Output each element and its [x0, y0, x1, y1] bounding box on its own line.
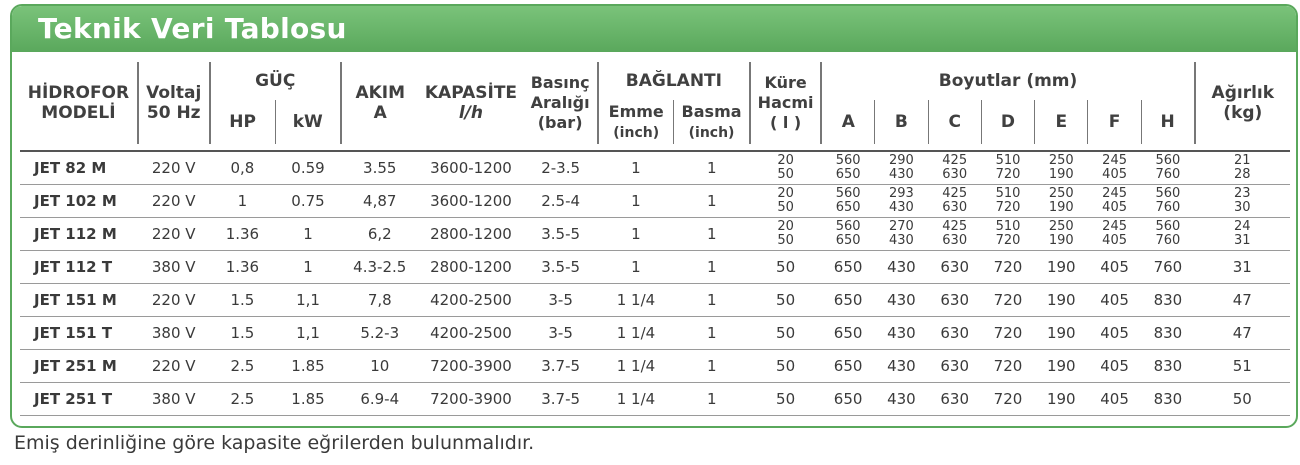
cell-value: 50	[777, 233, 794, 248]
cell-akim: 3.55	[341, 151, 419, 185]
cell-b: 430	[875, 284, 928, 317]
cell-value: 28	[1234, 167, 1251, 182]
cell-kg: 50	[1195, 383, 1290, 416]
header-voltaj: Voltaj 50 Hz	[138, 62, 210, 144]
cell-kg: 31	[1195, 251, 1290, 284]
table-row	[20, 251, 1290, 284]
cell-c	[928, 218, 981, 251]
cell-d	[981, 185, 1034, 218]
cell-kw: 1,1	[275, 317, 341, 350]
cell-c: 630	[928, 317, 981, 350]
cell-kg	[1195, 218, 1290, 251]
header-dim-c: C	[928, 100, 981, 144]
cell-kg	[1195, 185, 1290, 218]
cell-volt: 220 V	[138, 350, 210, 383]
header-kapasite: KAPASİTE l/h	[424, 83, 518, 123]
cell-e: 190	[1035, 350, 1088, 383]
header-dim-a: A	[821, 100, 874, 144]
table-row	[20, 350, 1290, 383]
cell-h	[1141, 185, 1194, 218]
page-title: Teknik Veri Tablosu	[38, 12, 347, 45]
cell-h: 830	[1141, 317, 1194, 350]
header-boyutlar: Boyutlar (mm)	[821, 62, 1194, 100]
cell-value: 20	[777, 219, 794, 234]
cell-value: 630	[942, 167, 968, 182]
cell-akim: 6.9-4	[341, 383, 419, 416]
table-row	[20, 185, 1290, 218]
cell-kg: 51	[1195, 350, 1290, 383]
cell-h: 760	[1141, 251, 1194, 284]
header-dim-b: B	[875, 100, 928, 144]
cell-value: 510	[995, 219, 1021, 234]
table-body	[20, 151, 1290, 416]
header-basma: Basma (inch)	[674, 100, 750, 144]
cell-value: 20	[777, 153, 794, 168]
cell-value: 650	[835, 233, 861, 248]
header-dim-e: E	[1035, 100, 1088, 144]
cell-emme: 1	[598, 185, 674, 218]
cell-c: 630	[928, 251, 981, 284]
cell-value: 293	[888, 186, 914, 201]
cell-value: 510	[995, 153, 1021, 168]
cell-basma: 1	[674, 218, 750, 251]
cell-hp: 1	[210, 185, 276, 218]
cell-d: 720	[981, 350, 1034, 383]
cell-kg: 47	[1195, 317, 1290, 350]
cell-kap: 3600-1200	[419, 185, 524, 218]
cell-e: 190	[1035, 284, 1088, 317]
cell-kure	[750, 218, 822, 251]
cell-kw: 1	[275, 218, 341, 251]
cell-basma: 1	[674, 185, 750, 218]
title-banner	[12, 6, 1296, 52]
cell-volt: 220 V	[138, 185, 210, 218]
header-dim-h: H	[1141, 100, 1194, 144]
cell-basma: 1	[674, 350, 750, 383]
cell-basma: 1	[674, 251, 750, 284]
cell-hp: 1.36	[210, 218, 276, 251]
cell-b: 430	[875, 350, 928, 383]
cell-kw: 1.85	[275, 350, 341, 383]
cell-value: 245	[1102, 219, 1127, 234]
cell-hp: 2.5	[210, 383, 276, 416]
cell-value: 405	[1102, 233, 1127, 248]
cell-kap: 7200-3900	[419, 350, 524, 383]
cell-e: 190	[1035, 317, 1088, 350]
cell-h	[1141, 218, 1194, 251]
cell-kure	[750, 151, 822, 185]
cell-a	[821, 218, 874, 251]
cell-hp: 2.5	[210, 350, 276, 383]
cell-f: 405	[1088, 284, 1141, 317]
cell-value: 430	[888, 233, 914, 248]
cell-value: 430	[888, 200, 914, 215]
cell-model: JET 82 M	[20, 151, 138, 185]
cell-value: 190	[1048, 167, 1074, 182]
cell-value: 250	[1048, 186, 1074, 201]
cell-value: 630	[942, 233, 968, 248]
cell-model: JET 102 M	[20, 185, 138, 218]
cell-a: 650	[821, 350, 874, 383]
cell-kw: 1.85	[275, 383, 341, 416]
cell-value: 760	[1155, 233, 1181, 248]
cell-f: 405	[1088, 350, 1141, 383]
cell-value: 24	[1234, 219, 1251, 234]
cell-akim: 7,8	[341, 284, 419, 317]
cell-volt: 380 V	[138, 383, 210, 416]
cell-basma: 1	[674, 317, 750, 350]
cell-value: 245	[1102, 153, 1127, 168]
cell-bas: 3.5-5	[523, 251, 598, 284]
cell-hp: 0,8	[210, 151, 276, 185]
cell-value: 720	[995, 200, 1021, 215]
cell-a	[821, 151, 874, 185]
cell-value: 560	[835, 186, 861, 201]
cell-e	[1035, 218, 1088, 251]
cell-bas: 3-5	[523, 284, 598, 317]
cell-kap: 2800-1200	[419, 251, 524, 284]
cell-value: 245	[1102, 186, 1127, 201]
cell-value: 650	[835, 167, 861, 182]
cell-value: 21	[1234, 153, 1251, 168]
cell-model: JET 112 M	[20, 218, 138, 251]
cell-d: 720	[981, 383, 1034, 416]
cell-value: 23	[1234, 186, 1251, 201]
cell-value: 650	[835, 200, 861, 215]
cell-akim: 6,2	[341, 218, 419, 251]
cell-volt: 220 V	[138, 284, 210, 317]
cell-model: JET 112 T	[20, 251, 138, 284]
cell-akim: 10	[341, 350, 419, 383]
cell-bas: 3.7-5	[523, 383, 598, 416]
cell-hp: 1.5	[210, 284, 276, 317]
cell-value: 405	[1102, 200, 1127, 215]
cell-volt: 220 V	[138, 151, 210, 185]
cell-bas: 3.5-5	[523, 218, 598, 251]
cell-a: 650	[821, 383, 874, 416]
cell-kg: 47	[1195, 284, 1290, 317]
cell-a: 650	[821, 317, 874, 350]
cell-kap: 3600-1200	[419, 151, 524, 185]
table-row	[20, 284, 1290, 317]
cell-model: JET 251 T	[20, 383, 138, 416]
cell-b	[875, 218, 928, 251]
cell-emme: 1 1/4	[598, 350, 674, 383]
cell-d: 720	[981, 317, 1034, 350]
table-row	[20, 383, 1290, 416]
cell-f: 405	[1088, 251, 1141, 284]
cell-volt: 380 V	[138, 317, 210, 350]
cell-b: 430	[875, 251, 928, 284]
cell-model: JET 151 M	[20, 284, 138, 317]
table-row	[20, 218, 1290, 251]
footnote: Emiş derinliğine göre kapasite eğrilerden bulunmalıdır.	[14, 432, 535, 454]
cell-value: 425	[942, 186, 968, 201]
cell-model: JET 151 T	[20, 317, 138, 350]
cell-akim: 4.3-2.5	[341, 251, 419, 284]
cell-f: 405	[1088, 317, 1141, 350]
cell-kw: 0.59	[275, 151, 341, 185]
cell-value: 50	[777, 200, 794, 215]
header-dim-f: F	[1088, 100, 1141, 144]
header-dim-d: D	[981, 100, 1034, 144]
header-emme: Emme (inch)	[598, 100, 674, 144]
cell-c: 630	[928, 383, 981, 416]
cell-e	[1035, 185, 1088, 218]
cell-b	[875, 185, 928, 218]
cell-value: 560	[1155, 219, 1181, 234]
cell-value: 760	[1155, 167, 1181, 182]
cell-basma: 1	[674, 151, 750, 185]
cell-value: 425	[942, 153, 968, 168]
cell-basma: 1	[674, 284, 750, 317]
cell-b	[875, 151, 928, 185]
table-row	[20, 317, 1290, 350]
cell-value: 270	[888, 219, 914, 234]
cell-volt: 220 V	[138, 218, 210, 251]
cell-akim: 4,87	[341, 185, 419, 218]
cell-value: 560	[1155, 186, 1181, 201]
cell-kap: 2800-1200	[419, 218, 524, 251]
cell-emme: 1 1/4	[598, 383, 674, 416]
cell-value: 560	[1155, 153, 1181, 168]
header-kw: kW	[275, 100, 341, 144]
header-kure: Küre Hacmi ( l )	[750, 62, 822, 144]
cell-kure	[750, 185, 822, 218]
header-agirlik: Ağırlık (kg)	[1211, 83, 1275, 123]
header-basinc: Basınç Aralığı (bar)	[523, 62, 598, 144]
spec-panel	[10, 4, 1298, 428]
header-baglanti: BAĞLANTI	[598, 62, 750, 100]
cell-emme: 1	[598, 251, 674, 284]
cell-h: 830	[1141, 383, 1194, 416]
cell-kw: 1,1	[275, 284, 341, 317]
cell-value: 50	[777, 167, 794, 182]
cell-f	[1088, 151, 1141, 185]
cell-a: 650	[821, 284, 874, 317]
cell-basma: 1	[674, 383, 750, 416]
cell-e	[1035, 151, 1088, 185]
cell-model: JET 251 M	[20, 350, 138, 383]
cell-value: 720	[995, 167, 1021, 182]
cell-d	[981, 151, 1034, 185]
cell-value: 510	[995, 186, 1021, 201]
cell-d	[981, 218, 1034, 251]
cell-value: 250	[1048, 153, 1074, 168]
cell-hp: 1.36	[210, 251, 276, 284]
cell-f: 405	[1088, 383, 1141, 416]
header-hp: HP	[210, 100, 276, 144]
spec-table	[20, 62, 1290, 416]
cell-kap: 7200-3900	[419, 383, 524, 416]
cell-value: 30	[1234, 200, 1251, 215]
cell-value: 720	[995, 233, 1021, 248]
cell-d: 720	[981, 251, 1034, 284]
cell-bas: 2.5-4	[523, 185, 598, 218]
cell-value: 760	[1155, 200, 1181, 215]
cell-f	[1088, 185, 1141, 218]
cell-emme: 1	[598, 151, 674, 185]
header-akim: AKIM A	[355, 83, 406, 123]
cell-kg	[1195, 151, 1290, 185]
cell-value: 630	[942, 200, 968, 215]
cell-a	[821, 185, 874, 218]
cell-emme: 1 1/4	[598, 317, 674, 350]
cell-e: 190	[1035, 383, 1088, 416]
cell-kw: 0.75	[275, 185, 341, 218]
cell-kap: 4200-2500	[419, 317, 524, 350]
cell-h: 830	[1141, 284, 1194, 317]
cell-c	[928, 185, 981, 218]
cell-emme: 1 1/4	[598, 284, 674, 317]
cell-kure: 50	[750, 383, 822, 416]
cell-volt: 380 V	[138, 251, 210, 284]
cell-kw: 1	[275, 251, 341, 284]
cell-a: 650	[821, 251, 874, 284]
cell-value: 405	[1102, 167, 1127, 182]
cell-value: 430	[888, 167, 914, 182]
cell-e: 190	[1035, 251, 1088, 284]
cell-kure: 50	[750, 350, 822, 383]
header-model: HİDROFOR MODELİ	[20, 62, 138, 144]
cell-emme: 1	[598, 218, 674, 251]
cell-value: 290	[888, 153, 914, 168]
cell-value: 560	[835, 219, 861, 234]
table-row	[20, 151, 1290, 185]
cell-value: 190	[1048, 200, 1074, 215]
cell-bas: 2-3.5	[523, 151, 598, 185]
cell-h: 830	[1141, 350, 1194, 383]
cell-h	[1141, 151, 1194, 185]
cell-f	[1088, 218, 1141, 251]
cell-kure: 50	[750, 284, 822, 317]
header-guc: GÜÇ	[210, 62, 341, 100]
cell-bas: 3.7-5	[523, 350, 598, 383]
cell-c: 630	[928, 284, 981, 317]
cell-b: 430	[875, 383, 928, 416]
cell-value: 190	[1048, 233, 1074, 248]
cell-kure: 50	[750, 251, 822, 284]
cell-akim: 5.2-3	[341, 317, 419, 350]
cell-c: 630	[928, 350, 981, 383]
cell-kap: 4200-2500	[419, 284, 524, 317]
cell-value: 20	[777, 186, 794, 201]
cell-b: 430	[875, 317, 928, 350]
cell-d: 720	[981, 284, 1034, 317]
cell-value: 250	[1048, 219, 1074, 234]
cell-value: 31	[1234, 233, 1251, 248]
cell-c	[928, 151, 981, 185]
cell-bas: 3-5	[523, 317, 598, 350]
cell-hp: 1.5	[210, 317, 276, 350]
cell-kure: 50	[750, 317, 822, 350]
cell-value: 560	[835, 153, 861, 168]
cell-value: 425	[942, 219, 968, 234]
